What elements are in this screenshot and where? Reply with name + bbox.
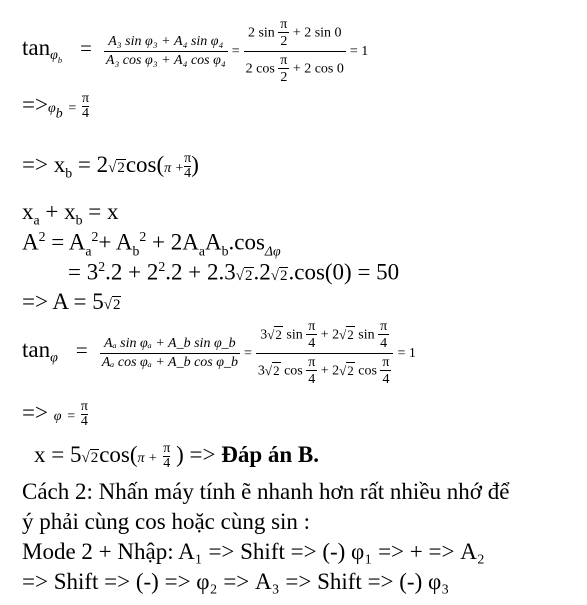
fraction-numerator: A₃ sin φ₃ + A₄ sin φ₄ <box>108 34 224 49</box>
sum-equation: $x_a + x_b = x$ <box>22 199 119 228</box>
values-fraction <box>244 18 346 85</box>
general-fraction-2: $\frac{\text{Aₐ sin φₐ + A\_b sin φ\_b}}{\text{Aₐ cos φₐ + A\_b cos φ\_b}}$ <box>101 336 239 370</box>
fraction-denominator: A₃ cos φ₃ + A₄ cos φ₄ <box>105 53 226 68</box>
equation-tan-phi-b: tanφ$_b$ = $\frac{\text{A₃ sin φ₃ + A₄ sin φ₄}}{\text{A₃ cos φ₃ + A₄ cos φ₄}}$ = 2 sin $\frac{\pi}{2}$ + 2 sin 0 2 cos $\frac{\pi}{2}$ + 2 cos 0 = 1 <box>22 17 369 85</box>
amplitude-calculation: = $3^2.2 + 2^2.2 + 2.3√2.2√2.\cos(0) = 50$ <box>68 259 400 285</box>
result-text: = 1 <box>349 44 369 60</box>
values-numerator: 2 sin $\frac{\pi}{2}$ + 2 sin 0 <box>247 17 342 49</box>
values-denominator: 2 cos $\frac{\pi}{2}$ + 2 cos 0 <box>245 53 344 85</box>
method-2-line-3: Mode 2 + Nhập: A₁ => Shift => (-) φ₁ => + => A₂ <box>22 539 485 564</box>
x-b-equation: => $x_b = 2√2\cos(\pi$ + $\frac{\pi}{4}$ ) <box>22 151 199 181</box>
tan-label: tan <box>22 35 51 61</box>
amplitude-result: => A = 5√2 <box>22 289 121 314</box>
method-2-line-4: => Shift => (-) => φ₂ => A₃ => Shift => (-) φ₃ <box>22 569 450 594</box>
method-2-line-2: ý phải cùng cos hoặc cùng sin : <box>22 509 311 534</box>
values-fraction-2: 3√2 sin $\frac{\pi}{4}$ + 2√2 sin $\frac{\pi}{4}$ 3√2 cos $\frac{\pi}{4}$ + 2√2 cos $\frac{\pi}{4}$ <box>256 320 394 387</box>
phi-b-result: $=>\varphi_b$ = $\frac{\pi}{4}$ <box>22 91 90 121</box>
phi-b-subscript: $\varphi_b$ <box>50 48 63 65</box>
equals-sign: = <box>80 36 92 61</box>
equation-tan-phi: $\tan_\varphi$ = $\frac{\text{Aₐ sin φₐ + A\_b sin φ\_b}}{\text{Aₐ cos φₐ + A\_b cos φ\_b}}$ = 3√2 sin $\frac{\pi}{4}$ + 2√2 sin $\frac{\pi}{4}$ 3√2 cos $\frac{\pi}{4}$ + 2√2 cos $\frac{\pi}{4}$ = 1 <box>22 319 416 387</box>
method-2-line-1: Cách 2: Nhấn máy tính ẽ nhanh hơn rất nhiều nhớ để <box>22 479 510 504</box>
amplitude-formula: $A^2 = A_a^2+ A_b^2 + 2A_aA_b.\cos_{\Delta\varphi}$ <box>22 229 281 259</box>
phi-result: => φ = $\frac{\pi}{4}$ <box>22 399 88 429</box>
general-fraction <box>104 35 228 68</box>
final-equation: x = 5√2cos(π + $\frac{\pi}{4}$ ) => Đáp án B. <box>34 441 319 471</box>
answer-text: Đáp án B. <box>221 441 319 467</box>
